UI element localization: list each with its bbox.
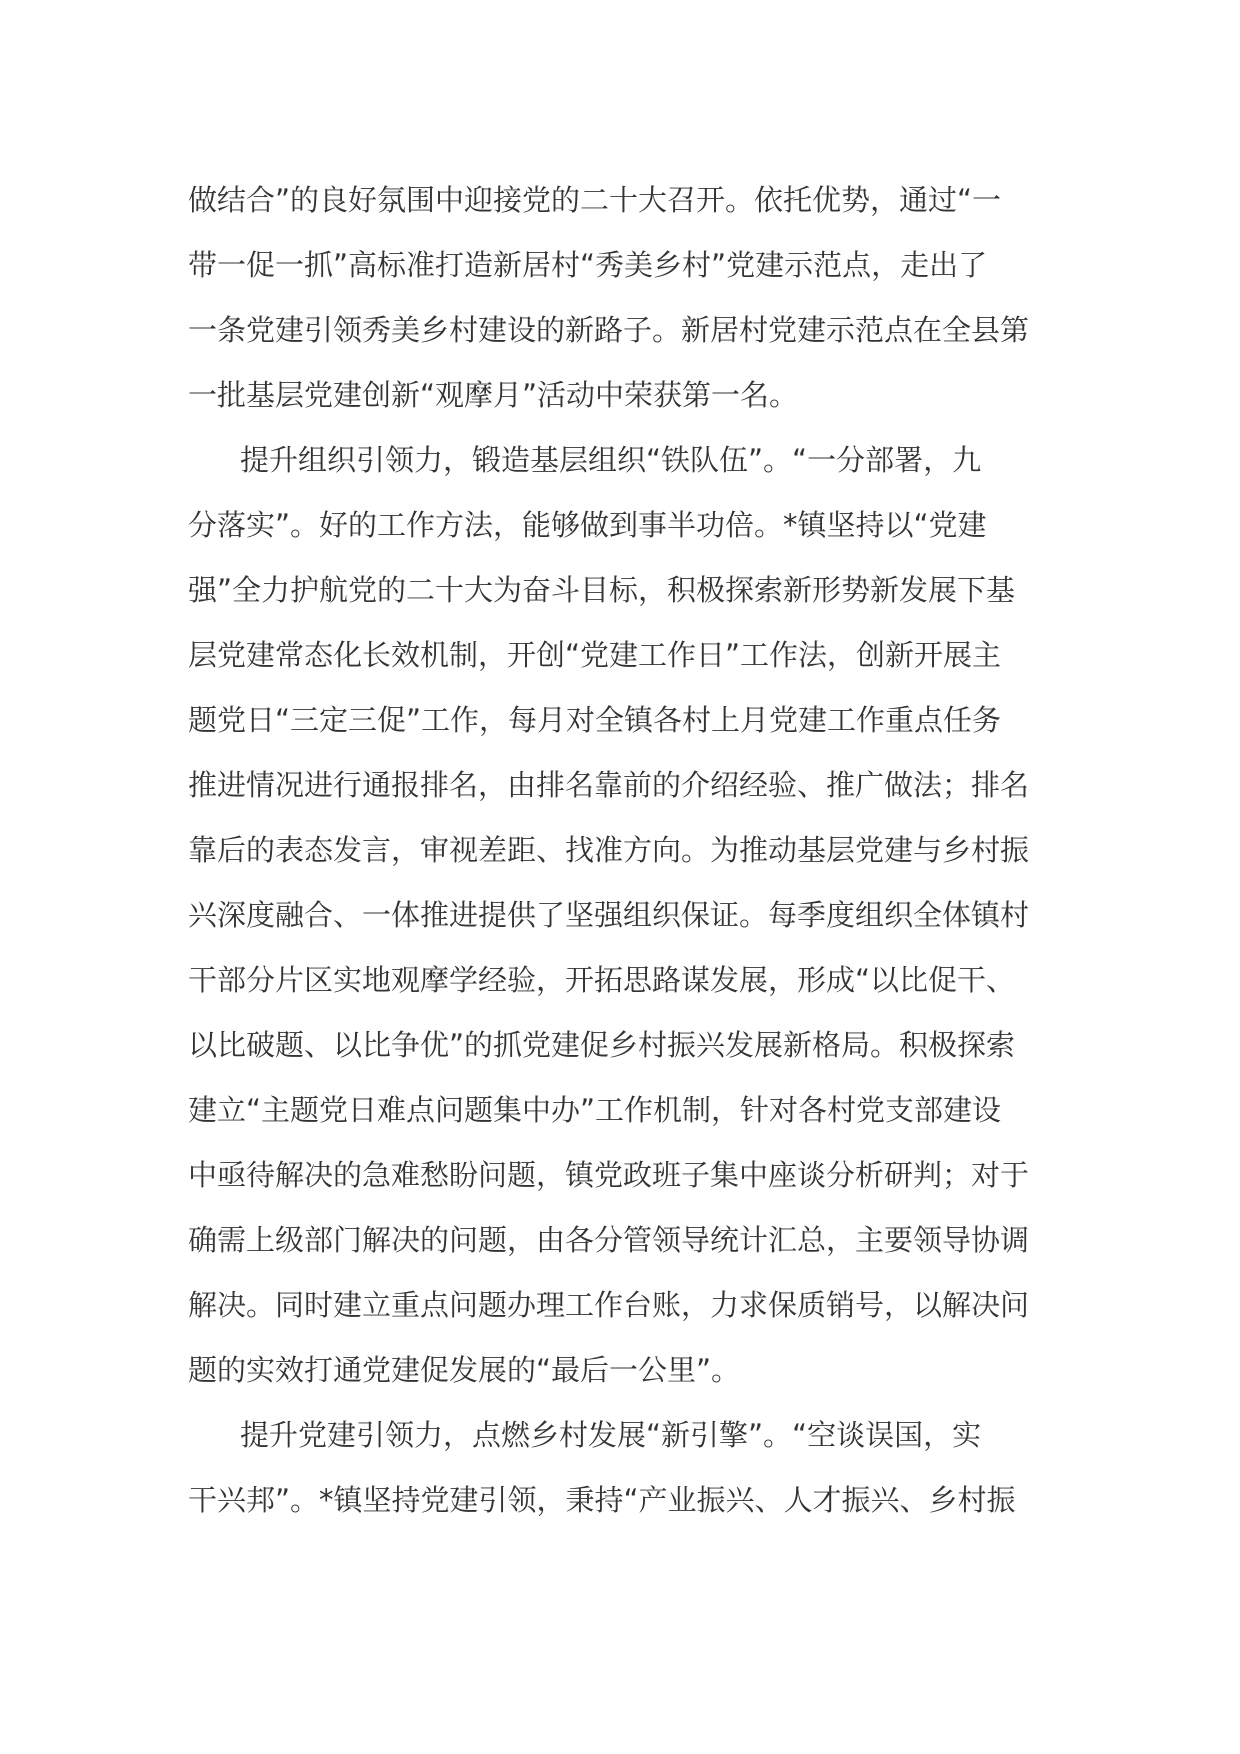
- text-line: 以比破题、以比争优”的抓党建促乡村振兴发展新格局。积极探索: [188, 1028, 1016, 1062]
- paragraph-1: [188, 168, 1068, 428]
- text-line: 提升组织引领力，锻造基层组织“铁队伍”。“一分部署，九: [240, 443, 982, 477]
- text-line: 一条党建引领秀美乡村建设的新路子。新居村党建示范点在全县第: [188, 313, 1030, 347]
- body-text: [188, 168, 1068, 1533]
- text-line: 一批基层党建创新“观摩月”活动中荣获第一名。: [188, 378, 799, 412]
- text-line: 带一促一抓”高标准打造新居村“秀美乡村”党建示范点，走出了: [188, 248, 988, 282]
- text-line: 强”全力护航党的二十大为奋斗目标，积极探索新形势新发展下基: [188, 573, 1016, 607]
- text-line: 干兴邦”。*镇坚持党建引领，秉持“产业振兴、人才振兴、乡村振: [188, 1483, 1016, 1517]
- text-line: 干部分片区实地观摩学经验，开拓思路谋发展，形成“以比促干、: [188, 963, 1016, 997]
- text-line: 提升党建引领力，点燃乡村发展“新引擎”。“空谈误国，实: [240, 1418, 982, 1452]
- paragraph-2: [188, 428, 1068, 1403]
- text-line: 中亟待解决的急难愁盼问题，镇党政班子集中座谈分析研判；对于: [188, 1158, 1030, 1192]
- text-line: 做结合”的良好氛围中迎接党的二十大召开。依托优势，通过“一: [188, 183, 1002, 217]
- text-line: 靠后的表态发言，审视差距、找准方向。为推动基层党建与乡村振: [188, 833, 1030, 867]
- text-line: 题的实效打通党建促发展的“最后一公里”。: [188, 1353, 741, 1387]
- text-line: 建立“主题党日难点问题集中办”工作机制，针对各村党支部建设: [188, 1093, 1002, 1127]
- text-line: 确需上级部门解决的问题，由各分管领导统计汇总，主要领导协调: [188, 1223, 1030, 1257]
- text-line: 兴深度融合、一体推进提供了坚强组织保证。每季度组织全体镇村: [188, 898, 1030, 932]
- text-line: 分落实”。好的工作方法，能够做到事半功倍。*镇坚持以“党建: [188, 508, 987, 542]
- paragraph-3: [188, 1403, 1068, 1533]
- text-line: 解决。同时建立重点问题办理工作台账，力求保质销号，以解决问: [188, 1288, 1030, 1322]
- text-line: 题党日“三定三促”工作，每月对全镇各村上月党建工作重点任务: [188, 703, 1002, 737]
- text-line: 层党建常态化长效机制，开创“党建工作日”工作法，创新开展主: [188, 638, 1002, 672]
- text-line: 推进情况进行通报排名，由排名靠前的介绍经验、推广做法；排名: [188, 768, 1030, 802]
